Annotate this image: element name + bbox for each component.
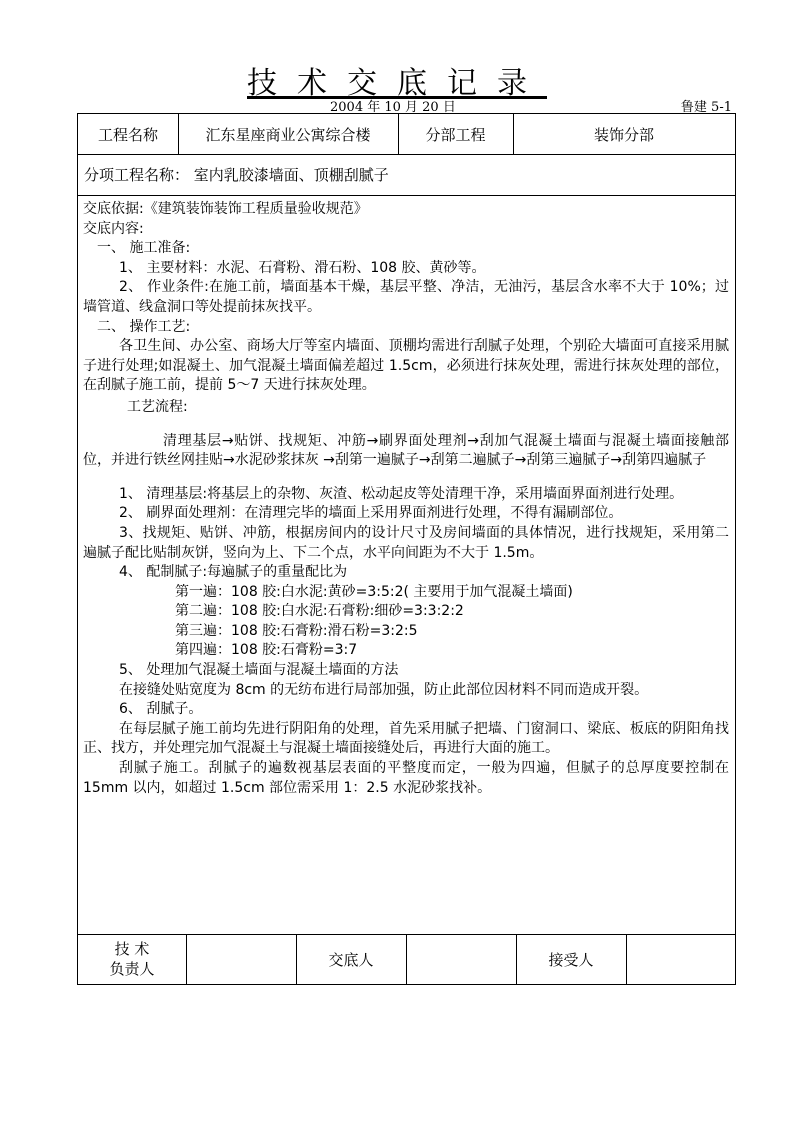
subitem-name: 分项工程名称： 室内乳胶漆墙面、顶棚刮腻子 <box>84 166 389 184</box>
paragraph: 6、 刮腻子。 <box>119 701 203 718</box>
flow-label: 工艺流程: <box>127 398 188 415</box>
paragraph: 4、 配制腻子:每遍腻子的重量配比为 <box>119 564 348 581</box>
paragraph: 在每层腻子施工前均先进行阴阳角的处理，首先采用腻子把墙、门窗洞口、梁底、板底的阴阳角找正、找方，并处理完加气混凝土与混凝土墙面接缝处后，再进行大面的施工。 <box>83 720 729 757</box>
project-name-value: 汇东星座商业公寓综合楼 <box>205 125 371 144</box>
division-value: 装饰分部 <box>593 125 654 144</box>
divider <box>626 934 627 984</box>
mix-ratio: 第四遍：108 胶:石膏粉=3:7 <box>175 642 358 659</box>
content-heading: 交底内容: <box>83 220 144 237</box>
discloser-label: 交底人 <box>328 950 374 969</box>
divider <box>406 934 407 984</box>
basis-line: 交底依据:《建筑装饰装饰工程质量验收规范》 <box>83 201 368 217</box>
tech-lead-label-line1: 技 术 <box>114 940 150 958</box>
mix-ratio: 第三遍：108 胶:石膏粉:滑石粉=3:2:5 <box>175 622 418 639</box>
project-name-label: 工程名称 <box>97 125 158 144</box>
paragraph: 5、 处理加气混凝土墙面与混凝土墙面的方法 <box>119 662 399 679</box>
paragraph: 各卫生间、办公室、商场大厅等室内墙面、顶棚均需进行刮腻子处理，个别砼大墙面可直接采用腻子进行处理;如混凝土、加气混凝土墙面偏差超过 1.5cm，必须进行抹灰处理，需进行抹灰处理的部位，在刮腻子施工前，提前 5～7 天进行抹灰处理。 <box>83 338 729 394</box>
tech-lead-label <box>78 934 186 984</box>
receiver-label: 接受人 <box>548 950 594 969</box>
paragraph: 在接缝处贴宽度为 8cm 的无纺布进行局部加强，防止此部位因材料不同而造成开裂。 <box>119 681 649 698</box>
form-code: 鲁建 5-1 <box>680 100 732 115</box>
divider <box>186 934 187 984</box>
section-heading: 一、 施工准备: <box>97 240 191 257</box>
mix-ratio: 第二遍：108 胶:白水泥:石膏粉:细砂=3:3:2:2 <box>175 603 464 620</box>
spacer <box>83 471 729 485</box>
spacer <box>83 418 729 432</box>
paragraph: 2、 刷界面处理剂：在清理完毕的墙面上采用界面剂进行处理，不得有漏刷部位。 <box>119 505 623 522</box>
division-label: 分部工程 <box>425 125 486 144</box>
document-date: 2004 年 10 月 20 日 <box>330 100 456 115</box>
divider <box>78 195 735 196</box>
mix-ratio: 第一遍：108 胶:白水泥:黄砂=3:5:2( 主要用于加气混凝土墙面) <box>175 583 573 600</box>
paragraph: 1、 主要材料：水泥、石膏粉、滑石粉、108 胶、黄砂等。 <box>119 259 486 276</box>
paragraph: 1、 清理基层:将基层上的杂物、灰渣、松动起皮等处清理干净，采用墙面界面剂进行处理。 <box>119 485 684 502</box>
section-heading: 二、 操作工艺: <box>97 318 191 335</box>
disclosure-table <box>77 113 736 985</box>
paragraph: 刮腻子施工。刮腻子的遍数视基层表面的平整度而定，一般为四遍，但腻子的总厚度要控制在 15mm 以内，如超过 1.5cm 部位需采用 1：2.5 水泥砂浆找补。 <box>83 760 729 796</box>
paragraph: 3、找规矩、贴饼、冲筋，根据房间内的设计尺寸及房间墙面的具体情况，进行找规矩，采用第二遍腻子配比贴制灰饼，竖向为上、下二个点，水平向间距为不大于 1.5m。 <box>83 524 729 561</box>
tech-lead-label-line2: 负责人 <box>109 960 155 978</box>
paragraph: 2、 作业条件:在施工前，墙面基本干燥，基层平整、净洁，无油污，基层含水率不大于 10%；过墙管道、线盒洞口等处提前抹灰找平。 <box>83 279 729 315</box>
document-title: 技术交底记录 <box>247 66 547 101</box>
process-flow: 清理基层→贴饼、找规矩、冲筋→刷界面处理剂→刮加气混凝土墙面与混凝土墙面接触部位，并进行铁丝网挂贴→水泥砂浆抹灰 →刮第一遍腻子→刮第二遍腻子→刮第三遍腻子→刮第四遍腻子 <box>83 432 729 469</box>
disclosure-content <box>83 200 729 798</box>
